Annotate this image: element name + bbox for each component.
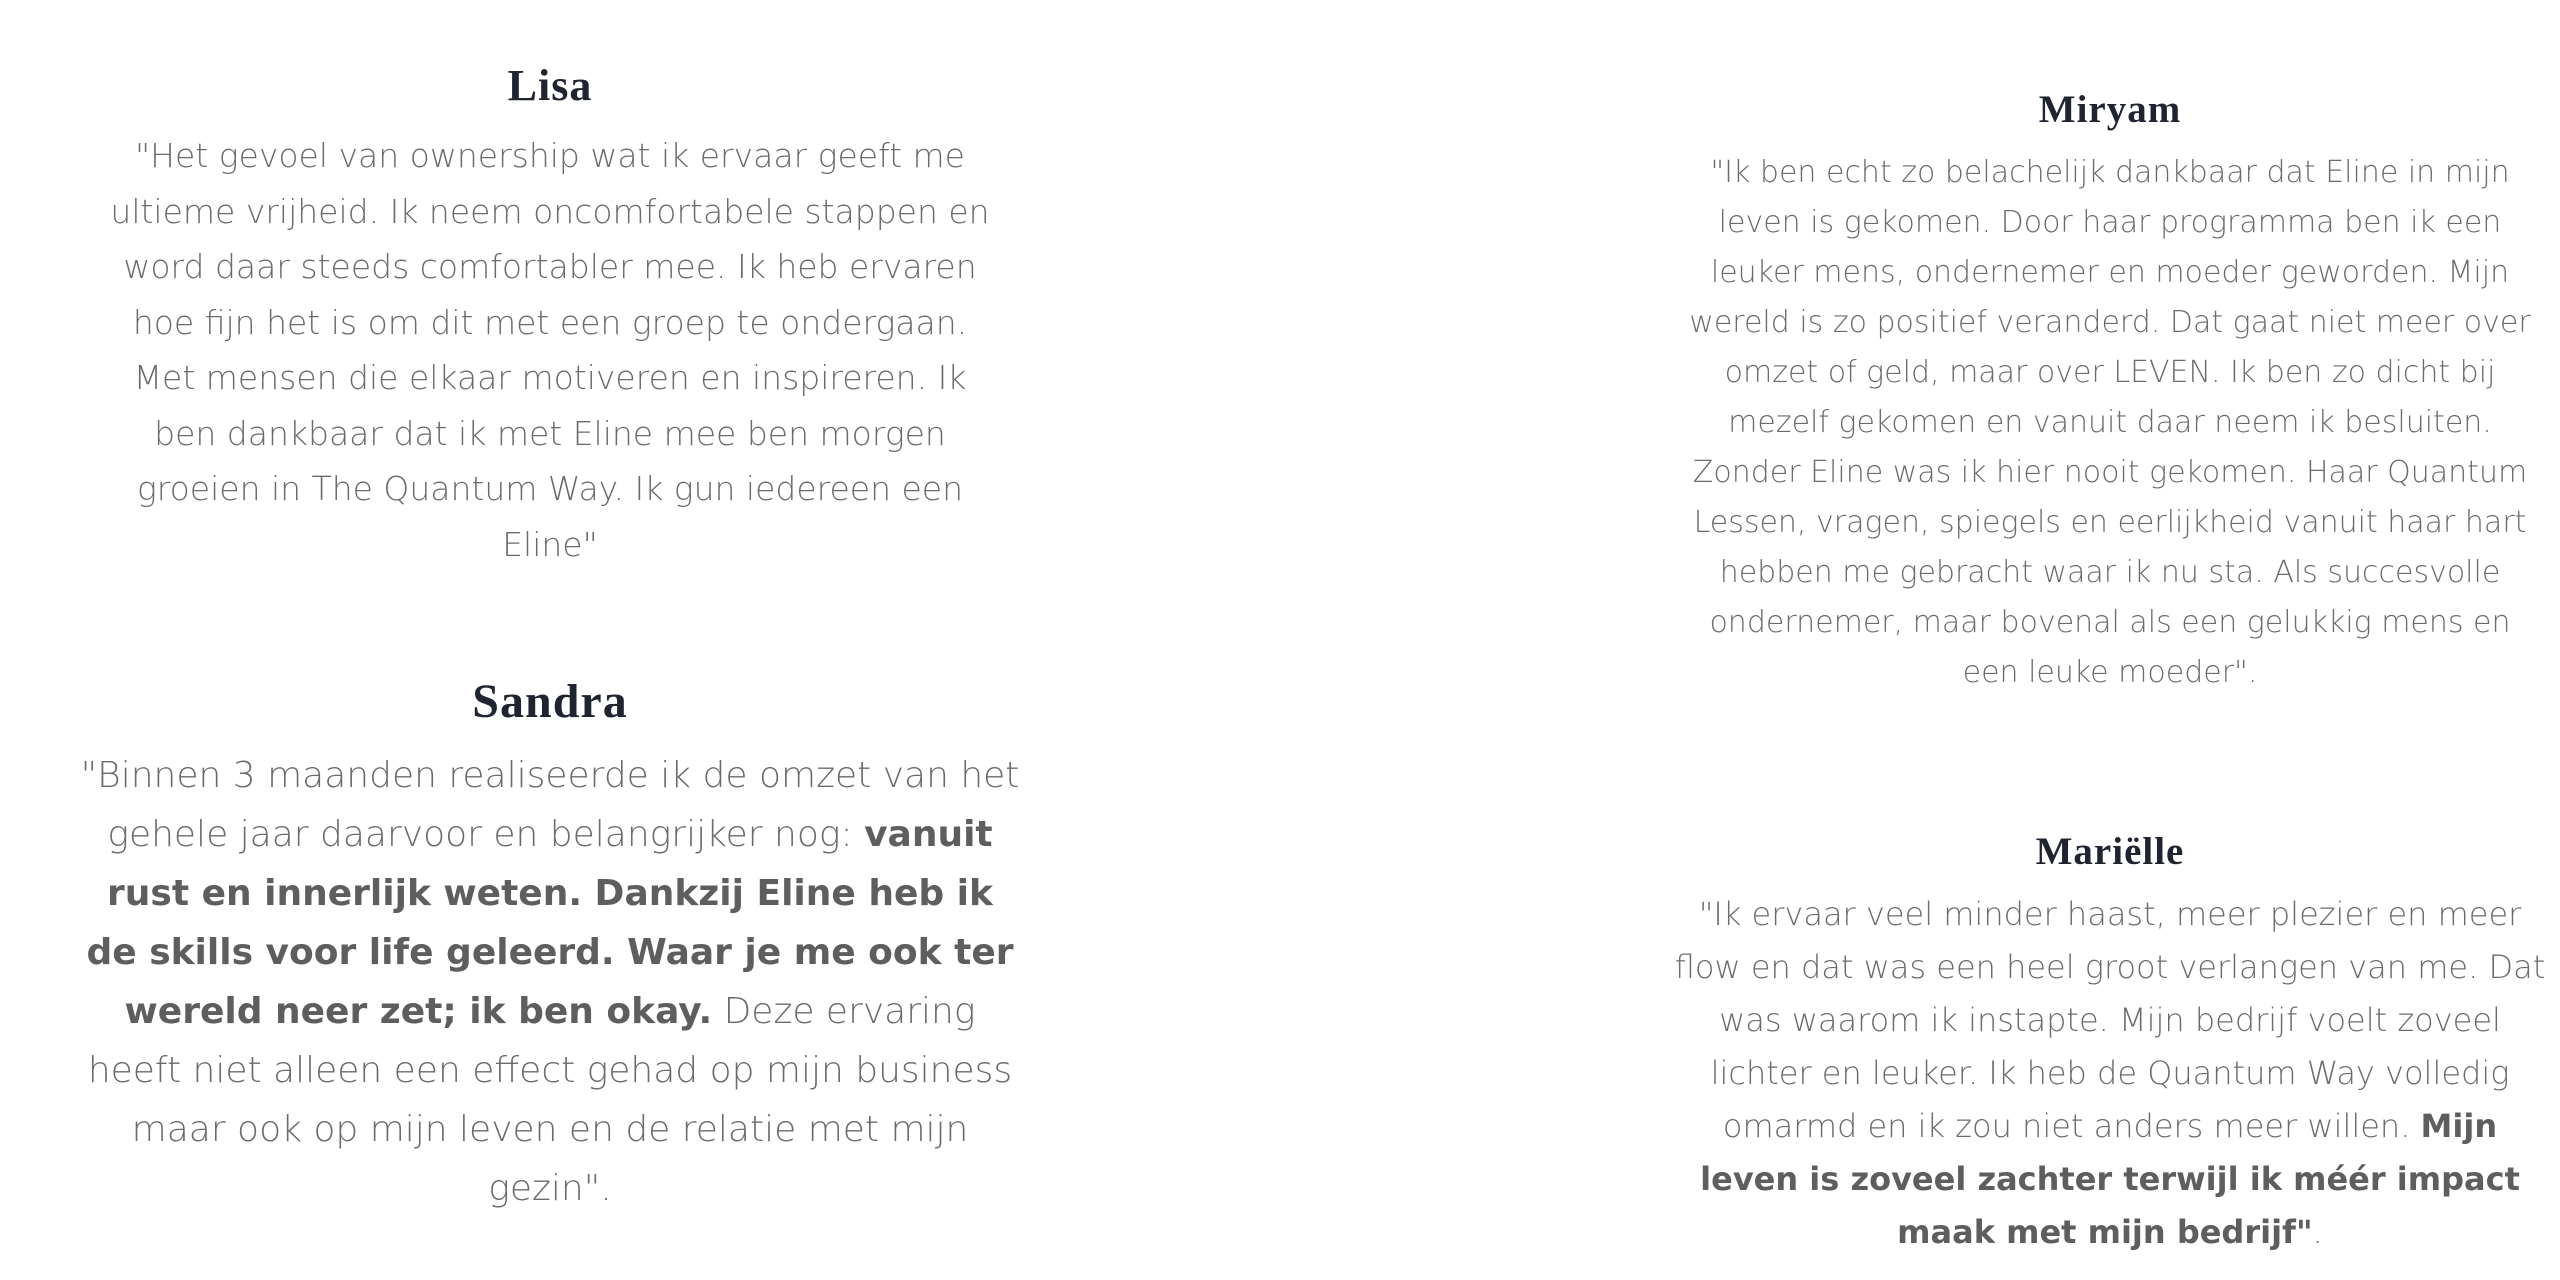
testimonial-name: Mariëlle	[2035, 830, 2185, 873]
testimonial-quote: "Het gevoel van ownership wat ik ervaar geeft me ultieme vrijheid. Ik neem oncomfortabele stappen en word daar steeds comfortabler mee. Ik heb ervaren hoe fijn het is om dit met een groep te ondergaan. Met mensen die elkaar motiveren en inspireren. Ik ben dankbaar dat ik met Eline mee ben morgen groeien in The Quantum Way. Ik gun iedereen een Eline"	[110, 136, 990, 564]
quote-text: Deze ervaring heeft niet alleen een effect gehad op mijn business maar ook op mijn leven en de relatie met mijn gezin".	[87, 991, 1013, 1209]
testimonial-miryam	[1680, 84, 2540, 698]
testimonial-marielle	[1670, 826, 2550, 1259]
testimonial-lisa	[100, 58, 1000, 572]
testimonial-quote	[80, 746, 1020, 1218]
testimonial-quote: "Ik ben echt zo belachelijk dankbaar dat Eline in mijn leven is gekomen. Door haar programma ben ik een leuker mens, ondernemer en moeder geworden. Mijn wereld is zo positief veranderd. Dat gaat niet meer over omzet of geld, maar over LEVEN. Ik ben zo dicht bij mezelf gekomen en vanuit daar neem ik besluiten. Zonder Eline was ik hier nooit gekomen. Haar Quantum Lessen, vragen, spiegels en eerlijkheid vanuit haar hart hebben me gebracht waar ik nu sta. Als succesvolle ondernemer, maar bovenal als een gelukkig mens en een leuke moeder".	[1689, 155, 2531, 690]
quote-text: "Ik ervaar veel minder haast, meer plezier en meer flow en dat was een heel groot verlangen van me. Dat was waarom ik instapte. Mijn bedrijf voelt zoveel lichter en leuker. Ik heb de Quantum Way volledig omarmd en ik zou niet anders meer willen.	[1674, 895, 2546, 1145]
testimonial-quote	[1670, 888, 2550, 1259]
quote-text: .	[2312, 1213, 2323, 1251]
quote-highlight: vanuit rust en innerlijk weten. Dankzij Eline heb ik de skills voor life geleerd. Waar je me ook ter wereld neer zet; ik ben okay.	[86, 814, 1014, 1032]
quote-text: "Binnen 3 maanden realiseerde ik de omzet van het gehele jaar daarvoor en belangrijker nog:	[80, 755, 1020, 855]
testimonial-name: Lisa	[507, 61, 593, 110]
testimonial-name: Sandra	[472, 675, 628, 728]
testimonial-sandra	[80, 672, 1020, 1218]
quote-highlight: Mijn leven is zoveel zachter terwijl ik méér impact maak met mijn bedrijf"	[1700, 1107, 2520, 1251]
testimonial-name: Miryam	[2038, 88, 2182, 131]
